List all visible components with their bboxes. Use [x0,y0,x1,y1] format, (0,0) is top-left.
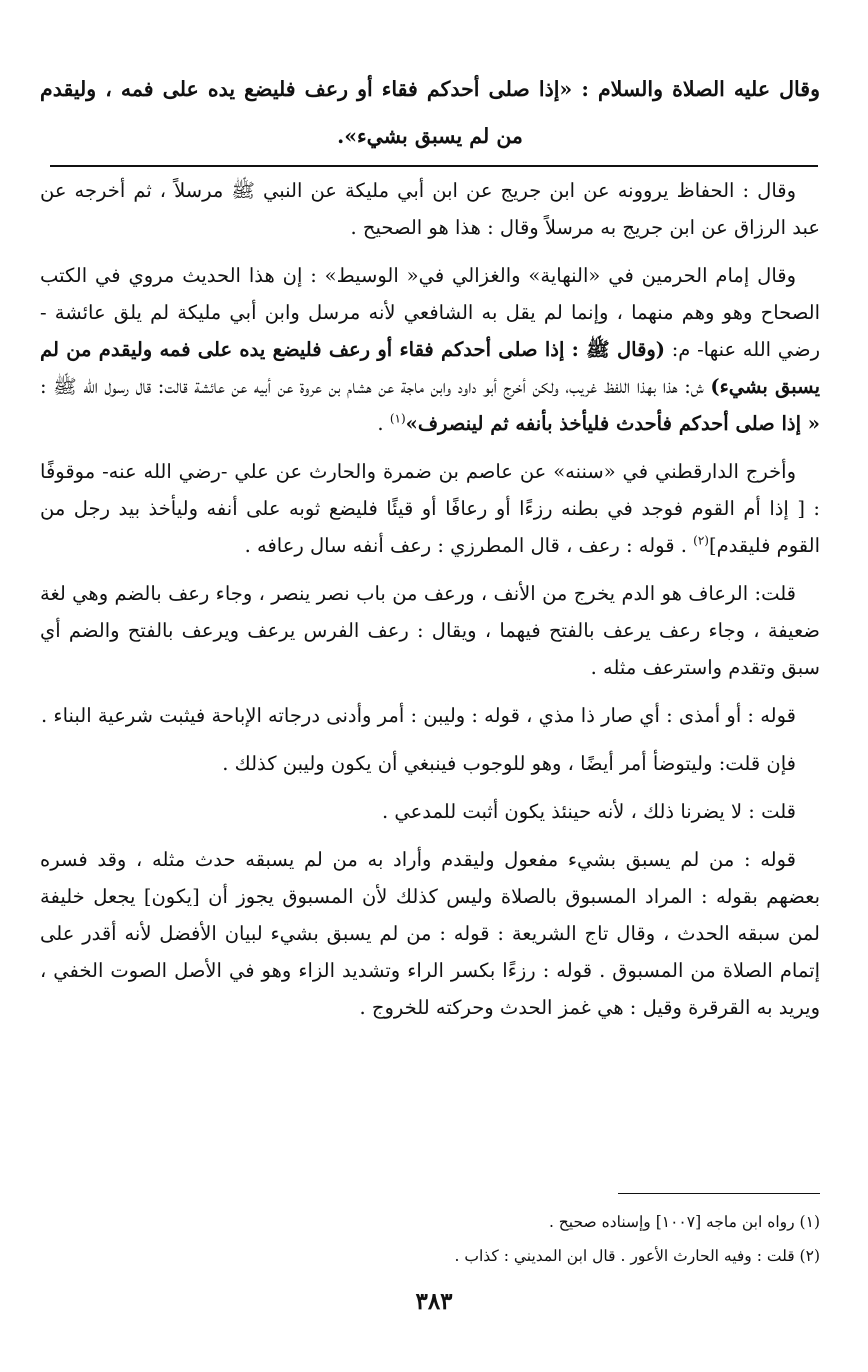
footnote-ref-1[interactable]: (١) [389,411,406,426]
paragraph-objection: فإن قلت: وليتوضأ أمر أيضًا ، وهو للوجوب فينبغي أن يكون وليبن كذلك . [222,752,796,775]
paragraph-ruaf: قلت: الرعاف هو الدم يخرج من الأنف ، ورعف من باب نصر ينصر ، وجاء رعف بالضم وهي لغة ضعيفة ، وجاء رعف يرعف بالفتح فيهما ، ويقال : رعف الفرس يرعف ويرعف بالفتح والضم أي سبق وتقدم واسترعف مثله . [40,582,820,679]
footnotes [40,1205,820,1273]
daraqutni-text: وأخرج الدارقطني في «سننه» عن عاصم بن ضمرة والحارث عن علي -رضي الله عنه- موقوفًا : [ إذا أم القوم فوجد في بطنه رزءًا أو رعافًا أو قيئًا فليضع ثوبه على أنفه وليأخذ بيد رجل من القوم فليقدم] [40,460,820,557]
header-divider [50,165,818,167]
footnote-ref-2[interactable]: (٢) [693,533,709,548]
footnote-1: (١) رواه ابن ماجه [١٠٠٧] وإسناده صحيح . [548,1213,820,1231]
paragraph-end: . [377,412,390,435]
sharh-text: ش: هذا بهذا اللفظ غريب، ولكن أخرج أبو داود وابن ماجة عن هشام بن عروة عن أبيه عن عائشة قالت: قال رسول الله ﷺ : [40,375,711,398]
paragraph-imam-haramayn-text: وقال إمام الحرمين في «النهاية» والغزالي في« الوسيط» : إن هذا الحديث مروي في الكتب الصحاح وهو وهم منهما ، وإنما لم يقل به الشافعي لأنه مرسل وابن أبي مليكة لم يلق عائشة - رضي الله عنها- م: [40,264,820,361]
paragraph-daraqutni [40,453,820,564]
footnote-2: (٢) قلت : وفيه الحارث الأعور . قال ابن المديني : كذاب . [454,1247,820,1265]
matn-quote: (وقال ﷺ : إذا صلى أحدكم فقاء أو رعف فليضع يده على فمه وليقدم من لم يسبق بشيء) [40,338,820,398]
hadith-matn-header: وقال عليه الصلاة والسلام : «إذا صلى أحدكم فقاء أو رعف فليضع يده على فمه ، وليقدم من لم يسبق بشيء». [40,77,820,148]
daraqutni-tail: . قوله : رعف ، قال المطرزي : رعف أنفه سال رعافه . [244,534,694,557]
page-number: ٣٨٣ [415,1288,453,1315]
footnote-divider [618,1193,820,1194]
hadith-quote-aisha: « إذا صلى أحدكم فأحدث فليأخذ بأنفه ثم لينصرف» [405,412,820,435]
commentary-body [40,172,820,1037]
paragraph-imam-haramayn [40,257,820,442]
paragraph-huffaz: وقال : الحفاظ يروونه عن ابن جريج عن ابن أبي مليكة عن النبي ﷺ مرسلاً ، ثم أخرجه عن عبد الرزاق عن ابن جريج به مرسلاً وقال : هذا هو الصحيح . [40,179,820,239]
paragraph-answer: قلت : لا يضرنا ذلك ، لأنه حينئذ يكون أثبت للمدعي . [381,800,796,823]
paragraph-lam-yusbaq: قوله : من لم يسبق بشيء مفعول وليقدم وأراد به من لم يسبقه حدث مثله ، وقد فسره بعضهم بقوله : المراد المسبوق بالصلاة وليس كذلك لأن المسبوق يجوز أن [يكون] يجعل خليفة لمن سبقه الحدث ، وقال تاج الشريعة : قوله : من لم يسبق بشيء لبيان الأفضل لأنه أقدر على إتمام الصلاة من المسبوق . قوله : رزءًا بكسر الراء وتشديد الزاء وهو في الأصل الصوت الخفي ، ويريد به القرقرة وقيل : هي غمز الحدث وحركته للخروج . [40,848,820,1019]
paragraph-amdha: قوله : أو أمذى : أي صار ذا مذي ، قوله : وليبن : أمر وأدنى درجاته الإباحة فيثبت شرعية البناء . [41,704,796,727]
